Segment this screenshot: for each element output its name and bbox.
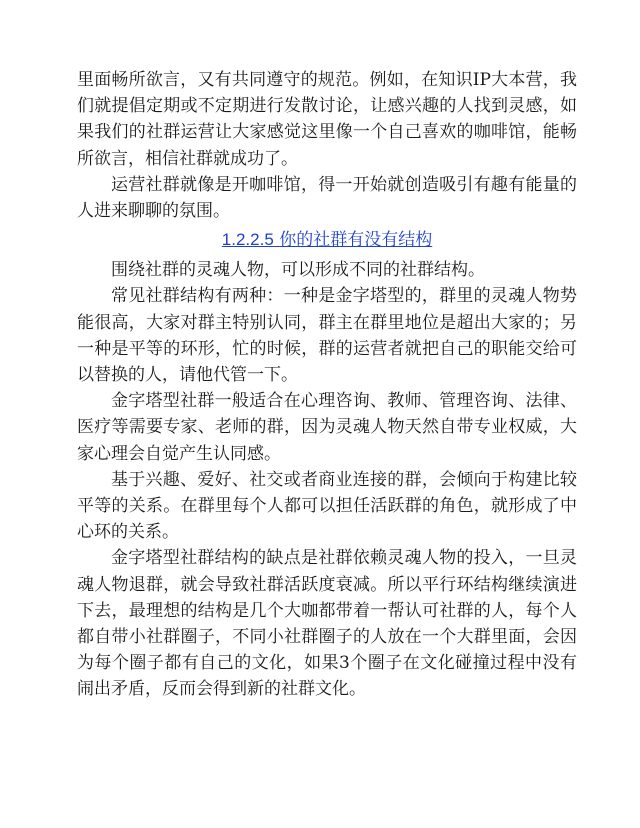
paragraph-two-structures: 常见社群结构有两种：一种是金字塔型的，群里的灵魂人物势能很高，大家对群主特别认同，群主在群里地位是超出大家的；另一种是平等的环形，忙的时候，群的运营者就把自己的职能交给可以替换的人，请他代管一下。 (77, 286, 577, 386)
paragraph-structure-intro: 围绕社群的灵魂人物，可以形成不同的社群结构。 (111, 260, 485, 281)
section-number: 1.2.2.5 (221, 230, 274, 250)
document-page (77, 67, 577, 703)
paragraph-pyramid: 金字塔型社群一般适合在心理咨询、教师、管理咨询、法律、医疗等需要专家、老师的群，因为灵魂人物天然自带专业权威，大家心理会自觉产生认同感。 (77, 391, 577, 464)
paragraph-conclusion: 金字塔型社群结构的缺点是社群依赖灵魂人物的投入，一旦灵魂人物退群，就会导致社群活跃度衰减。所以平行环结构继续演进下去，最理想的结构是几个大咖都带着一帮认可社群的人，每个人都自带小社群圈子，不同小社群圈子的人放在一个大群里面，会因为每个圈子都有自己的文化，如果3个圈子在文化碰撞过程中没有闹出矛盾，反而会得到新的社群文化。 (77, 548, 577, 700)
paragraph-cafe: 运营社群就像是开咖啡馆，得一开始就创造吸引有趣有能量的人进来聊聊的氛围。 (77, 174, 577, 222)
paragraph-intro: 里面畅所欲言，又有共同遵守的规范。例如，在知识IP大本营，我们就提倡定期或不定期进行发散讨论，让感兴趣的人找到灵感，如果我们的社群运营让大家感觉这里像一个自己喜欢的咖啡馆，能畅所欲言，相信社群就成功了。 (77, 70, 577, 169)
section-heading (77, 227, 577, 253)
section-title: 你的社群有没有结构 (279, 230, 433, 251)
section-heading-link[interactable] (222, 230, 432, 250)
paragraph-ring: 基于兴趣、爱好、社交或者商业连接的群，会倾向于构建比较平等的关系。在群里每个人都可以担任活跃群的角色，就形成了中心环的关系。 (77, 469, 577, 543)
